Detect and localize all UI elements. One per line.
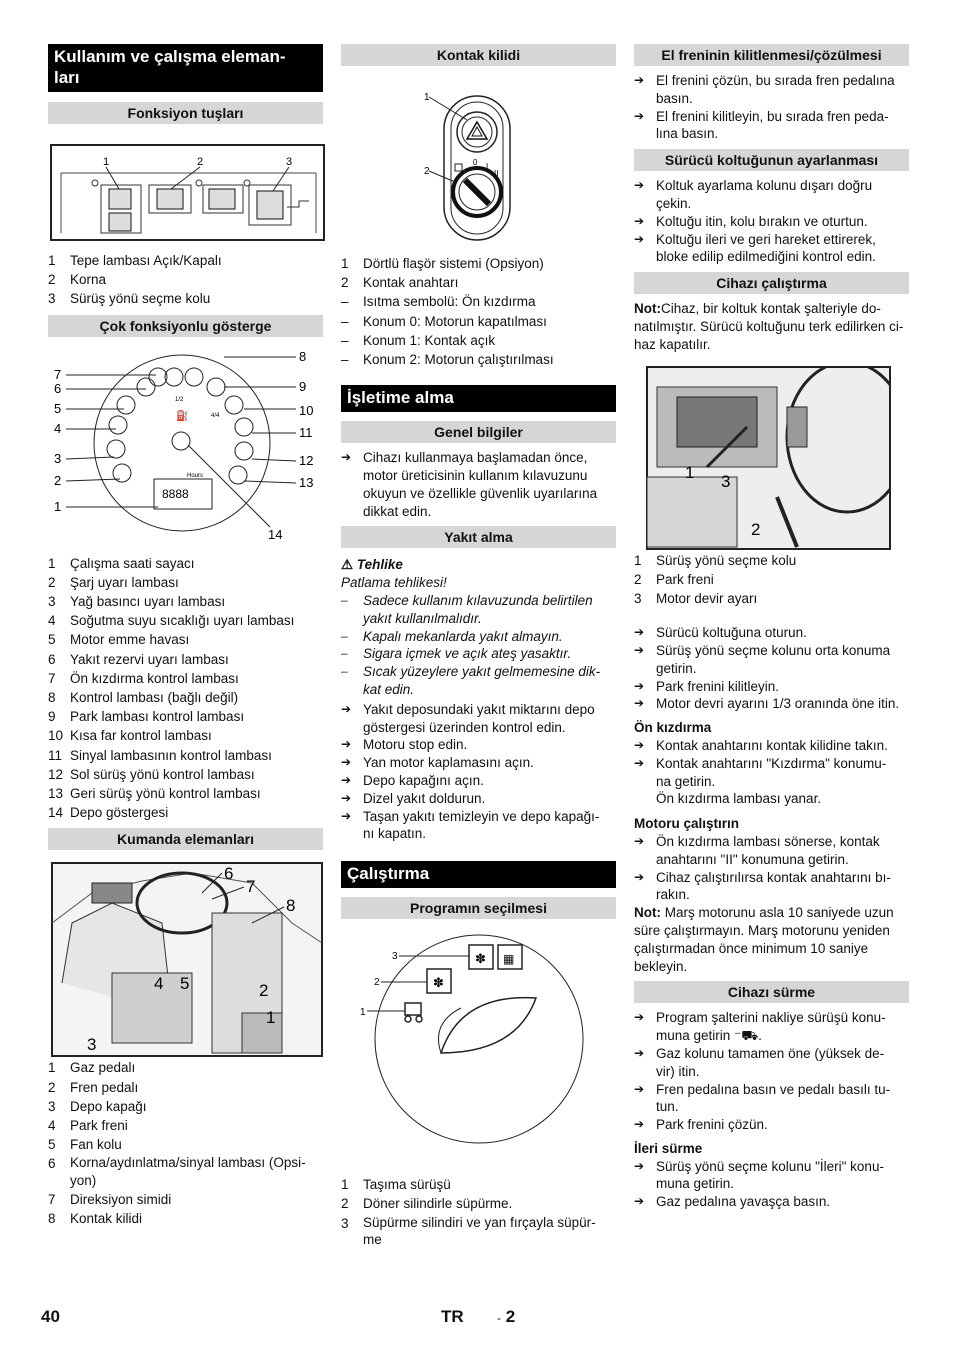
arrow-right-icon: ➔ xyxy=(634,1010,645,1025)
callout-1: 1 xyxy=(360,1007,366,1019)
callout-1: 1 xyxy=(685,462,695,482)
legend-num: 14 xyxy=(48,805,64,821)
arrow-right-icon: ➔ xyxy=(634,678,645,693)
dash-item: Kapalı mekanlarda yakıt almayın. xyxy=(363,628,563,644)
callout-4: 4 xyxy=(54,420,62,436)
callout-6: 6 xyxy=(224,864,234,884)
yakit-dash-list: – Sadece kullanım kılavuzunda belirtilen yakıt kullanılmalıdır. – Kapalı mekanlarda yakıt almayın. – Sigara içmek ve açık ateş yasaktır. – Sıcak yüzeylere yakıt gelmemesine dik- kat edin. xyxy=(341,592,616,699)
kontak-legend xyxy=(341,254,616,369)
callout-5: 5 xyxy=(180,974,190,994)
kumanda-legend xyxy=(48,1058,323,1228)
legend-num: 2 xyxy=(48,1079,56,1095)
callout-3: 3 xyxy=(392,951,398,963)
callout-3: 3 xyxy=(286,156,293,168)
legend-text: Sürüş yönü seçme kolu xyxy=(656,552,797,568)
step-text-part: Program şalterini nakliye sürüşü konu- muna getirin xyxy=(656,1010,886,1044)
step-text: Yakıt deposundaki yakıt miktarını depo göstergesi üzerinden kontrol edin. xyxy=(363,701,595,735)
callout-9: 9 xyxy=(299,378,307,394)
callout-1: 1 xyxy=(424,92,430,103)
legend-text: Direksiyon simidi xyxy=(70,1192,172,1208)
step-text: Kontak anahtarını kontak kilidine takın. xyxy=(656,737,888,753)
note-label: Not: xyxy=(634,301,661,317)
arrow-right-icon: ➔ xyxy=(341,772,352,787)
step xyxy=(341,449,616,520)
callout-2: 2 xyxy=(751,519,761,539)
legend-num: 7 xyxy=(48,670,56,686)
legend-num: 3 xyxy=(341,1215,349,1231)
legend-num: 3 xyxy=(634,590,642,606)
legend-text: Kontak kilidi xyxy=(70,1211,143,1227)
heading-program: Programın seçilmesi xyxy=(341,897,616,919)
arrow-right-icon: ➔ xyxy=(341,450,352,465)
legend-text: Park freni xyxy=(70,1118,128,1134)
note xyxy=(634,300,909,353)
legend-text: Soğutma suyu sıcaklığı uyarı lambası xyxy=(70,613,295,629)
legend-text: Korna xyxy=(70,272,107,288)
program-legend xyxy=(341,1175,616,1249)
arrow-right-icon: ➔ xyxy=(634,755,645,770)
legend-text: Dörtlü flaşör sistemi (Opsiyon) xyxy=(363,256,544,271)
legend-num: 2 xyxy=(634,571,642,587)
key-position-2: II xyxy=(494,169,499,178)
legend-num: 3 xyxy=(48,291,56,307)
column-3 xyxy=(634,44,909,1211)
arrow-right-icon: ➔ xyxy=(634,178,645,193)
step-text: Kontak anahtarını "Kızdırma" konumu- na getirin. xyxy=(656,755,887,789)
heading-kontak: Kontak kilidi xyxy=(341,44,616,66)
legend-num: 11 xyxy=(48,747,63,763)
arrow-right-icon: ➔ xyxy=(341,808,352,823)
legend-num: 7 xyxy=(48,1192,56,1208)
footer-sep: - xyxy=(497,1311,501,1325)
callout-1: 1 xyxy=(103,156,110,168)
callout-5: 5 xyxy=(54,400,62,416)
roller-icon: ✽ xyxy=(433,975,444,991)
legend-num: 1 xyxy=(634,552,642,568)
arrow-right-icon: ➔ xyxy=(634,1194,645,1209)
step-text: Park frenini çözün. xyxy=(656,1117,768,1133)
legend-text: Isıtma sembolü: Ön kızdırma xyxy=(363,294,536,310)
legend-text: Geri sürüş yönü kontrol lambası xyxy=(70,786,261,802)
legend-num: 8 xyxy=(48,690,56,706)
legend-text: Konum 2: Motorun çalıştırılması xyxy=(363,352,554,368)
legend-text: Depo kapağı xyxy=(70,1098,147,1114)
legend-num: 3 xyxy=(48,1098,56,1114)
legend-num: 4 xyxy=(48,613,56,629)
arrow-right-icon: ➔ xyxy=(634,73,645,87)
arrow-right-icon: ➔ xyxy=(634,231,645,246)
legend-text: Motor devir ayarı xyxy=(656,590,758,606)
note-label: Not: xyxy=(634,905,661,921)
arrow-right-icon: ➔ xyxy=(634,1045,645,1060)
footer-num: 2 xyxy=(505,1307,516,1326)
step-text: Gaz kolunu tamamen öne (yüksek de- vir) itin. xyxy=(656,1045,885,1079)
arrow-right-icon: ➔ xyxy=(634,1081,645,1096)
legend-text: Fren pedalı xyxy=(70,1079,139,1095)
subheading-on-kizdirma: Ön kızdırma xyxy=(634,720,712,736)
step-text: Park frenini kilitleyin. xyxy=(656,678,780,694)
heading-yakit: Yakıt alma xyxy=(341,526,616,548)
legend-text: Konum 0: Motorun kapatılması xyxy=(363,313,547,329)
legend-num: – xyxy=(341,332,349,348)
hours-label: Hours xyxy=(187,472,204,479)
legend-text: Kontrol lambası (bağlı değil) xyxy=(70,690,239,706)
callout-14: 14 xyxy=(268,526,283,542)
callout-8: 8 xyxy=(286,896,296,916)
legend-text: Fan kolu xyxy=(70,1137,122,1153)
legend-num: 8 xyxy=(48,1211,56,1227)
heading-kumanda: Kumanda elemanları xyxy=(48,828,323,850)
result-text: Ön kızdırma lambası yanar. xyxy=(656,791,822,807)
legend-text: Gaz pedalı xyxy=(70,1060,136,1076)
step-text: Koltuk ayarlama kolunu dışarı doğru çekin. xyxy=(656,178,873,211)
step-text: El frenini çözün, bu sırada fren pedalına basın. xyxy=(656,73,895,106)
legend-num: 1 xyxy=(48,555,56,571)
callout-1: 1 xyxy=(54,498,62,514)
arrow-right-icon: ➔ xyxy=(341,701,352,716)
note-text: Cihaz, bir koltuk kontak şalteriyle do- natılmıştır. Sürücü koltuğunu terk edilirken ci- haz kapatılır. xyxy=(634,301,904,352)
callout-10: 10 xyxy=(299,402,314,418)
step-text: Yan motor kaplamasını açın. xyxy=(363,755,534,771)
program-selector-figure xyxy=(341,923,616,1163)
step-text: Motoru stop edin. xyxy=(363,737,468,753)
legend-num: 9 xyxy=(48,709,56,725)
motor-note xyxy=(634,904,909,975)
heading-surme: Cihazı sürme xyxy=(634,981,909,1003)
legend-text: Park freni xyxy=(656,571,714,587)
legend-num: 6 xyxy=(48,1156,56,1172)
section-title-calistirma: Çalıştırma xyxy=(341,861,616,888)
legend-num: 2 xyxy=(341,275,349,291)
cihaz-legend xyxy=(634,551,909,609)
column-1 xyxy=(48,44,323,1228)
key-position-1: I xyxy=(486,162,489,171)
step-text: Cihaz çalıştırılırsa kontak anahtarını bı- rakın. xyxy=(656,869,891,903)
step-text: Sürüş yönü seçme kolunu orta konuma getirin. xyxy=(656,642,891,676)
step-text: Fren pedalına basın ve pedalı basılı tu- tun. xyxy=(656,1081,891,1115)
legend-num: 1 xyxy=(48,1060,56,1076)
step-text: Program şalterini nakliye sürüşü konu- muna getirin ⁻⛟. xyxy=(656,1010,886,1044)
step-text: Gaz pedalına yavaşça basın. xyxy=(656,1194,831,1210)
step-text: Koltuğu itin, kolu bırakın ve oturtun. xyxy=(656,213,868,229)
heading-fonksiyon: Fonksiyon tuşları xyxy=(48,102,323,124)
dash-item: Sıcak yüzeylere yakıt gelmemesine dik- kat edin. xyxy=(363,664,601,697)
callout-12: 12 xyxy=(299,452,314,468)
dash-item: Sadece kullanım kılavuzunda belirtilen yakıt kullanılmalıdır. xyxy=(363,593,593,626)
warning-triangle-icon: ⚠ xyxy=(341,557,354,573)
danger-description: Patlama tehlikesi! xyxy=(341,575,447,591)
callout-7: 7 xyxy=(246,877,256,897)
dial-full-label: 4/4 xyxy=(211,412,220,419)
step-text: Taşan yakıtı temizleyin ve depo kapağı- nı kapatın. xyxy=(363,808,600,842)
key-position-0: 0 xyxy=(473,158,478,167)
arrow-right-icon: ➔ xyxy=(634,833,645,848)
callout-8: 8 xyxy=(299,348,307,364)
step-text: Dizel yakıt doldurun. xyxy=(363,790,486,806)
legend-text: Konum 1: Kontak açık xyxy=(363,332,496,348)
arrow-right-icon: ➔ xyxy=(341,755,352,770)
section-title-kullanim: Kullanım ve çalışma eleman- ları xyxy=(48,44,323,92)
function-keys-figure xyxy=(50,144,325,241)
dial-half-label: 1/2 xyxy=(175,396,184,403)
callout-2: 2 xyxy=(259,981,269,1001)
legend-text: Yağ basıncı uyarı lambası xyxy=(70,594,226,610)
gosterge-legend xyxy=(48,554,323,823)
arrow-right-icon: ➔ xyxy=(634,696,645,711)
legend-num: 12 xyxy=(48,766,64,782)
legend-text: Park lambası kontrol lambası xyxy=(70,709,245,725)
legend-text: Motor emme havası xyxy=(70,632,190,648)
danger-text: Tehlike xyxy=(356,557,403,573)
arrow-right-icon: ➔ xyxy=(634,213,645,228)
step-text: Motor devri ayarını 1/3 oranında öne itin. xyxy=(656,696,900,712)
legend-num: 6 xyxy=(48,651,56,667)
legend-text: Depo göstergesi xyxy=(70,805,169,821)
start-controls-figure xyxy=(646,366,891,550)
legend-num: 5 xyxy=(48,632,56,648)
legend-num: 13 xyxy=(48,786,64,802)
callout-4: 4 xyxy=(154,974,164,994)
danger-label xyxy=(341,556,616,574)
callout-1: 1 xyxy=(266,1008,276,1028)
legend-text: Taşıma sürüşü xyxy=(363,1177,451,1193)
arrow-right-icon: ➔ xyxy=(634,1158,645,1173)
dash-item: Sigara içmek ve açık ateş yasaktır. xyxy=(363,646,572,662)
legend-text: Tepe lambası Açık/Kapalı xyxy=(70,253,222,268)
column-2 xyxy=(341,44,616,1249)
legend-num: – xyxy=(341,352,349,368)
legend-num: 2 xyxy=(48,574,56,590)
step-text: Koltuğu ileri ve geri hareket ettirerek, bloke edilip edilmediğini kontrol edin. xyxy=(656,231,876,265)
ignition-lock-figure xyxy=(341,72,616,242)
callout-7: 7 xyxy=(54,366,62,382)
callout-11: 11 xyxy=(299,424,313,440)
legend-num: – xyxy=(341,313,349,329)
legend-num: 1 xyxy=(48,253,56,268)
language-code: TR xyxy=(441,1307,464,1326)
legend-num: 10 xyxy=(48,728,64,744)
transport-drive-icon: ⁻⛟ xyxy=(734,1028,759,1044)
page-number: 40 xyxy=(41,1307,60,1326)
step-text: Ön kızdırma lambası sönerse, kontak anahtarını "II" konumuna getirin. xyxy=(656,833,880,867)
page-section xyxy=(497,1307,515,1327)
legend-num: 1 xyxy=(341,256,349,271)
callout-3: 3 xyxy=(54,450,62,466)
yakit-steps xyxy=(341,701,616,843)
section-title-isletme: İşletime alma xyxy=(341,385,616,412)
legend-num: 3 xyxy=(48,594,56,610)
step-text: Sürüş yönü seçme kolunu "İleri" konu- muna getirin. xyxy=(656,1158,884,1192)
legend-text: Sürüş yönü seçme kolu xyxy=(70,291,211,307)
heading-koltuk: Sürücü koltuğunun ayarlanması xyxy=(634,149,909,171)
legend-num: 2 xyxy=(341,1196,349,1212)
subheading-motor: Motoru çalıştırın xyxy=(634,816,740,832)
legend-text: Sinyal lambasının kontrol lambası xyxy=(70,747,272,763)
arrow-right-icon: ➔ xyxy=(634,869,645,884)
legend-num: 5 xyxy=(48,1137,56,1153)
legend-num: 2 xyxy=(48,272,56,288)
legend-text: Kontak anahtarı xyxy=(363,275,459,291)
legend-text: Çalışma saati sayacı xyxy=(70,555,195,571)
legend-text: Kısa far kontrol lambası xyxy=(70,728,212,744)
step-text: Depo kapağını açın. xyxy=(363,772,484,788)
callout-2: 2 xyxy=(54,472,62,488)
callout-3: 3 xyxy=(721,471,731,491)
arrow-right-icon: ➔ xyxy=(634,642,645,657)
arrow-right-icon: ➔ xyxy=(341,737,352,752)
fan-icon: ✽ xyxy=(475,951,486,967)
heading-fren: El freninin kilitlenmesi/çözülmesi xyxy=(634,44,909,66)
fonksiyon-legend xyxy=(48,251,323,309)
arrow-right-icon: ➔ xyxy=(634,737,645,752)
multifunction-display-figure xyxy=(48,347,323,547)
legend-text: Şarj uyarı lambası xyxy=(70,574,179,590)
arrow-right-icon: ➔ xyxy=(341,790,352,805)
arrow-right-icon: ➔ xyxy=(634,108,645,123)
note-text: Marş motorunu asla 10 saniyede uzun süre çalıştırmayın. Marş motorunu yeniden çalıştırmadan önce minimum 10 saniye bekleyin. xyxy=(634,905,894,974)
arrow-right-icon: ➔ xyxy=(634,625,645,640)
step-text: El frenini kilitleyin, bu sırada fren peda- lına basın. xyxy=(656,108,889,142)
legend-text: Korna/aydınlatma/sinyal lambası (Opsi- yon) xyxy=(70,1155,306,1189)
callout-2: 2 xyxy=(424,166,430,177)
legend-num: – xyxy=(341,294,349,310)
hour-digits: 8888 xyxy=(162,486,189,501)
callout-13: 13 xyxy=(299,474,314,490)
heading-gosterge: Çok fonksiyonlu gösterge xyxy=(48,315,323,337)
arrow-right-icon: ➔ xyxy=(634,1117,645,1132)
callout-2: 2 xyxy=(374,977,380,989)
heading-cihaz-calistirma: Cihazı çalıştırma xyxy=(634,272,909,294)
heading-genel: Genel bilgiler xyxy=(341,421,616,443)
controls-figure xyxy=(51,862,323,1057)
callout-3: 3 xyxy=(87,1035,97,1055)
step-text: Sürücü koltuğuna oturun. xyxy=(656,625,807,641)
legend-text: Yakıt rezervi uyarı lambası xyxy=(70,651,229,667)
legend-text: Döner silindirle süpürme. xyxy=(363,1196,513,1212)
subheading-ileri: İleri sürme xyxy=(634,1140,703,1156)
fuel-icon: ⛽ xyxy=(176,410,189,422)
legend-num: 1 xyxy=(341,1177,349,1193)
callout-2: 2 xyxy=(197,156,204,168)
step-text: Cihazı kullanmaya başlamadan önce, motor üreticisinin kullanım kılavuzunu okuyun ve özellikle güvenlik uyarılarına dikkat edin. xyxy=(363,450,598,519)
legend-text: Ön kızdırma kontrol lambası xyxy=(70,670,239,686)
legend-text: Sol sürüş yönü kontrol lambası xyxy=(70,766,255,782)
legend-text: Süpürme silindiri ve yan fırçayla süpür- me xyxy=(363,1214,596,1248)
callout-6: 6 xyxy=(54,380,62,396)
brush-icon: ▦ xyxy=(503,952,515,967)
legend-num: 4 xyxy=(48,1118,56,1134)
